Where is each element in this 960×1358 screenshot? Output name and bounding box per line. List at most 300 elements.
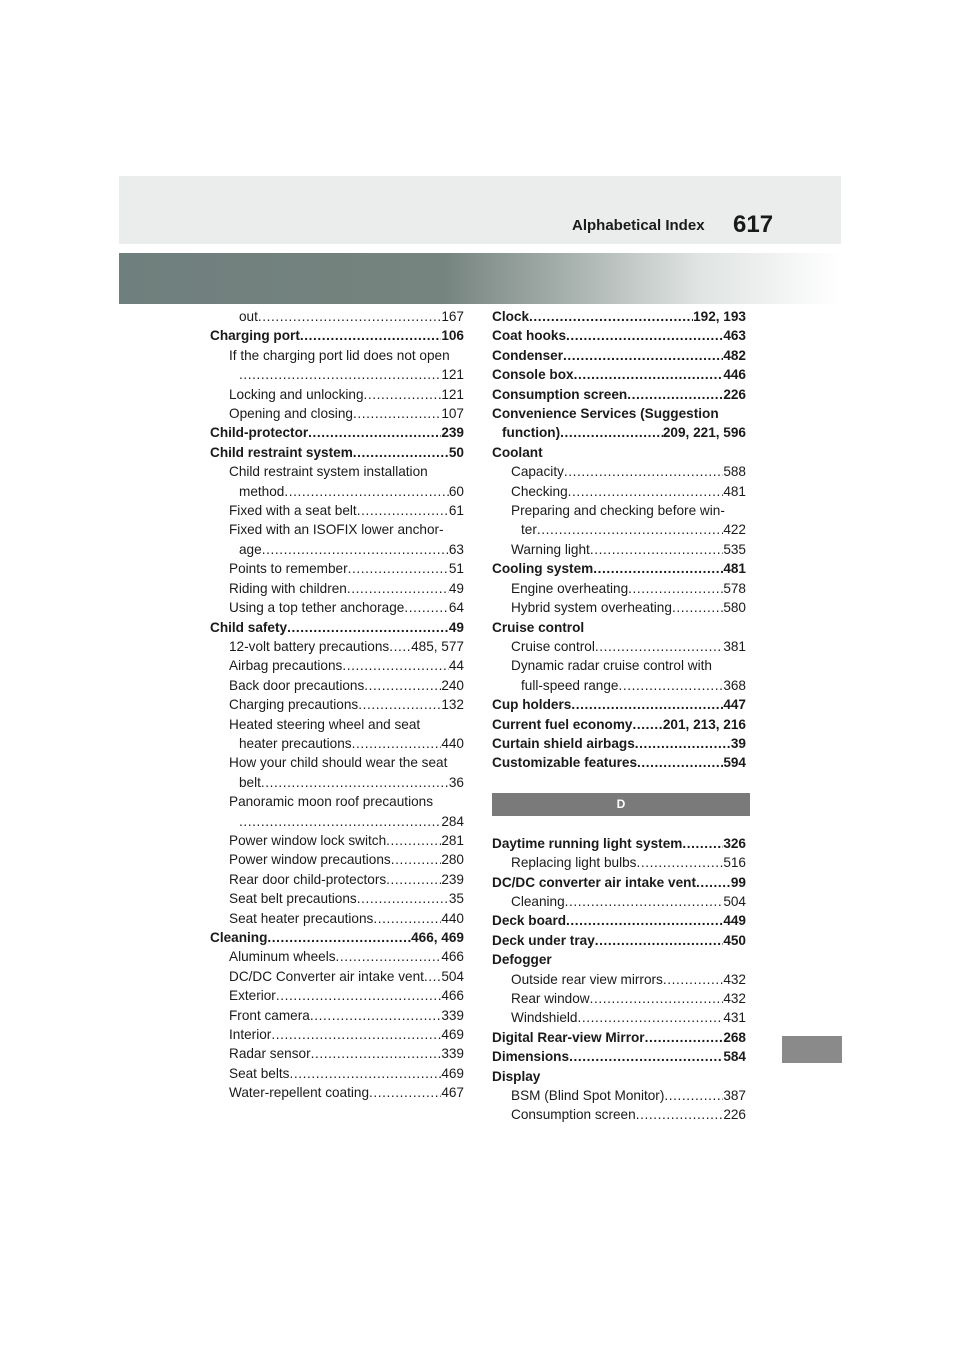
leader-dots: [565, 892, 724, 911]
leader-dots: [308, 423, 441, 442]
entry-line: [229, 385, 464, 404]
entry-text: Defogger: [492, 952, 552, 968]
page-reference: 239: [441, 425, 464, 441]
entry-text: belt: [239, 774, 261, 790]
leader-dots: [347, 579, 449, 598]
entry-text: Cruise control: [511, 638, 595, 654]
page-reference: 44: [448, 658, 464, 674]
entry-line: [229, 637, 464, 656]
page-reference: 121: [441, 367, 464, 383]
leader-dots: [267, 928, 411, 947]
entry-text: Warning light: [511, 541, 590, 557]
index-subentry: [210, 1025, 464, 1044]
leader-dots: [311, 1044, 442, 1063]
index-entry: [492, 346, 746, 365]
leader-dots: [564, 462, 723, 481]
page-reference: 387: [723, 1088, 746, 1104]
page-reference: 39: [730, 735, 746, 751]
page-reference: 594: [723, 755, 746, 771]
entry-text: Interior: [229, 1027, 272, 1043]
entry-text: Console box: [492, 367, 574, 383]
entry-text: full-speed range: [521, 677, 619, 693]
page-reference: 226: [723, 1107, 746, 1123]
entry-line: [229, 307, 464, 326]
entry-text: out: [239, 309, 258, 324]
leader-dots: [637, 753, 723, 772]
chapter-tab: [782, 1036, 842, 1063]
entry-line: [229, 1083, 464, 1102]
page-number: 617: [733, 211, 774, 238]
leader-dots: [619, 676, 724, 695]
entry-line: [511, 579, 746, 598]
index-subentry: [210, 850, 464, 869]
entry-line: [492, 346, 746, 365]
leader-dots: [358, 695, 441, 714]
entry-text: Radar sensor: [229, 1046, 311, 1062]
leader-dots: [563, 346, 723, 365]
page-reference: 584: [723, 1049, 746, 1065]
page-reference: 63: [448, 541, 464, 557]
entry-text: Charging precautions: [229, 697, 359, 713]
page-reference: 466: [441, 949, 464, 965]
entry-text: Charging port: [210, 328, 300, 344]
entry-text: Replacing light bulbs: [511, 855, 637, 871]
entry-line: [210, 928, 464, 947]
index-entry: [492, 365, 746, 384]
entry-text: Cruise control: [492, 619, 585, 635]
entry-text: Deck under tray: [492, 932, 595, 948]
index-subentry: [492, 1105, 746, 1124]
leader-dots: [353, 443, 449, 462]
index-subentry: [210, 967, 464, 986]
entry-line: [511, 1086, 746, 1105]
entry-text: Deck board: [492, 913, 567, 929]
index-column-left: [210, 307, 464, 1103]
leader-dots: [664, 1086, 723, 1105]
entry-text: Cup holders: [492, 697, 572, 713]
entry-text: Cleaning: [511, 893, 565, 909]
page-reference: 450: [723, 932, 746, 948]
entry-line: [492, 931, 746, 950]
entry-line: [229, 695, 464, 714]
index-subentry: [210, 637, 464, 656]
page-reference: 107: [441, 406, 464, 422]
entry-text: Daytime running light system: [492, 835, 683, 851]
index-subentry: [210, 715, 464, 754]
leader-dots: [595, 637, 723, 656]
leader-dots: [364, 676, 441, 695]
leader-dots: [239, 365, 441, 384]
entry-line: [492, 734, 746, 753]
page-reference: 578: [723, 580, 746, 596]
leader-dots: [529, 307, 693, 326]
leader-dots: [284, 482, 449, 501]
leader-dots: [391, 850, 442, 869]
page-reference: 469: [441, 1027, 464, 1043]
entry-text: Cooling system: [492, 561, 594, 577]
page-reference: 280: [441, 852, 464, 868]
index-subentry: [210, 1044, 464, 1063]
entry-line: [511, 853, 746, 872]
index-subentry: [492, 482, 746, 501]
entry-line: [492, 307, 746, 326]
entry-text: If the charging port lid does not open: [229, 347, 450, 363]
index-entry: [492, 911, 746, 930]
leader-dots: [672, 598, 723, 617]
leader-dots: [336, 947, 442, 966]
leader-dots: [663, 970, 723, 989]
index-subentry: [210, 462, 464, 501]
entry-text: Power window lock switch: [229, 832, 387, 848]
entry-line: [492, 715, 746, 734]
index-entry: [210, 326, 464, 345]
entry-text: Power window precautions: [229, 852, 391, 868]
index-entry: [492, 443, 746, 462]
entry-line: [229, 1025, 464, 1044]
entry-line: [229, 1064, 464, 1083]
entry-text: Seat heater precautions: [229, 910, 374, 926]
leader-dots: [566, 326, 723, 345]
leader-dots: [595, 931, 724, 950]
index-entry: [492, 559, 746, 578]
entry-line: [229, 967, 464, 986]
leader-dots: [276, 986, 441, 1005]
entry-line: [511, 970, 746, 989]
leader-dots: [574, 365, 724, 384]
index-subentry: [210, 1006, 464, 1025]
index-subentry: [492, 501, 746, 540]
entry-text: Coolant: [492, 444, 543, 460]
entry-text: Engine overheating: [511, 580, 629, 596]
index-subentry: [210, 792, 464, 831]
entry-line: [229, 540, 464, 559]
leader-dots: [537, 520, 723, 539]
entry-line: [229, 850, 464, 869]
page-reference: 432: [723, 971, 746, 987]
entry-text: Panoramic moon roof precautions: [229, 794, 434, 810]
leader-dots: [590, 989, 724, 1008]
index-entry: [492, 1028, 746, 1047]
entry-line: [229, 482, 464, 501]
page-reference: 339: [441, 1007, 464, 1023]
entry-text: Dynamic radar cruise control with: [511, 658, 712, 674]
page-reference: 326: [723, 835, 746, 851]
entry-text: Seat belt precautions: [229, 891, 357, 907]
entry-text: Exterior: [229, 988, 276, 1004]
entry-line: [511, 892, 746, 911]
page-reference: 106: [441, 328, 464, 344]
leader-dots: [310, 1006, 441, 1025]
page-reference: 60: [448, 483, 464, 499]
page-reference: 466: [441, 988, 464, 1004]
entry-text: Checking: [511, 483, 568, 499]
index-entry: [492, 385, 746, 404]
index-entry: [492, 873, 746, 892]
page-reference: 281: [441, 832, 464, 848]
leader-dots: [636, 853, 723, 872]
page-reference: 467: [441, 1085, 464, 1101]
leader-dots: [682, 834, 723, 853]
entry-line: [229, 1044, 464, 1063]
index-subentry: [210, 753, 464, 792]
index-subentry: [210, 676, 464, 695]
entry-line: [229, 598, 464, 617]
index-subentry: [492, 598, 746, 617]
entry-text: Display: [492, 1068, 541, 1084]
index-subentry: [492, 540, 746, 559]
entry-line: [492, 365, 746, 384]
index-entry: [492, 753, 746, 772]
entry-line: [492, 559, 746, 578]
page-reference: 284: [441, 813, 464, 829]
entry-line: [229, 501, 464, 520]
leader-dots: [348, 559, 449, 578]
entry-line: [492, 911, 746, 930]
page-reference: 35: [448, 891, 464, 907]
index-subentry: [210, 1064, 464, 1083]
entry-text: Points to remember: [229, 561, 348, 577]
leader-dots: [373, 909, 441, 928]
index-subentry: [210, 831, 464, 850]
entry-text: Child restraint system: [210, 444, 353, 460]
entry-text: Cleaning: [210, 930, 268, 945]
index-subentry: [492, 989, 746, 1008]
page-reference: 485, 577: [411, 638, 464, 654]
entry-line: [492, 834, 746, 853]
entry-line: [511, 637, 746, 656]
leader-dots: [369, 1083, 441, 1102]
index-subentry: [492, 970, 746, 989]
entry-text: Current fuel economy: [492, 716, 633, 732]
index-subentry: [210, 501, 464, 520]
leader-dots: [635, 734, 731, 753]
entry-line: [511, 1105, 746, 1124]
index-subentry: [492, 1008, 746, 1027]
leader-dots: [258, 307, 441, 326]
entry-text: DC/DC Converter air intake vent: [229, 968, 424, 984]
index-subentry: [210, 947, 464, 966]
index-subentry: [492, 1086, 746, 1105]
entry-text: Condenser: [492, 347, 564, 363]
page-reference: 50: [448, 444, 464, 460]
entry-line: [229, 676, 464, 695]
entry-text: Digital Rear-view Mirror: [492, 1029, 645, 1045]
page-reference: 580: [723, 600, 746, 616]
page-reference: 504: [723, 893, 746, 909]
entry-text: Dimensions: [492, 1049, 570, 1065]
entry-text: Convenience Services (Suggestion: [492, 406, 719, 422]
entry-line: [210, 423, 464, 442]
page-reference: 192, 193: [693, 309, 746, 324]
entry-line: [492, 753, 746, 772]
leader-dots: [287, 618, 449, 637]
leader-dots: [578, 1008, 724, 1027]
index-subentry: [210, 909, 464, 928]
page-reference: 482: [723, 347, 746, 363]
entry-text: heater precautions: [239, 735, 352, 751]
leader-dots: [261, 773, 449, 792]
entry-text: Locking and unlocking: [229, 386, 364, 402]
leader-dots: [271, 1025, 441, 1044]
entry-line: [229, 1006, 464, 1025]
entry-text: BSM (Blind Spot Monitor): [511, 1088, 665, 1104]
index-subentry: [210, 385, 464, 404]
index-entry: [210, 928, 464, 947]
leader-dots: [633, 715, 663, 734]
page-reference: 446: [723, 367, 746, 383]
page-reference: 431: [723, 1010, 746, 1026]
entry-line: [229, 734, 464, 753]
page-reference: 504: [441, 968, 464, 984]
entry-line: [492, 385, 746, 404]
page-reference: 99: [730, 874, 746, 890]
page-reference: 381: [723, 638, 746, 654]
entry-line: [229, 831, 464, 850]
page-reference: 167: [441, 309, 464, 324]
entry-text: Fixed with an ISOFIX lower anchor-: [229, 522, 444, 538]
index-subentry: [210, 1083, 464, 1102]
index-subentry: [210, 579, 464, 598]
entry-text: age: [239, 541, 262, 557]
index-entry: [492, 326, 746, 345]
entry-line: [210, 618, 464, 637]
entry-line: [492, 423, 746, 442]
leader-dots: [645, 1028, 724, 1047]
page-reference: 447: [723, 697, 746, 713]
page-reference: 226: [723, 386, 746, 402]
page-reference: 432: [723, 991, 746, 1006]
leader-dots: [239, 812, 441, 831]
index-subentry: [210, 889, 464, 908]
entry-line: [511, 462, 746, 481]
leader-dots: [593, 559, 723, 578]
leader-dots: [560, 423, 663, 442]
entry-line: [511, 540, 746, 559]
entry-text: Consumption screen: [492, 386, 628, 402]
entry-text: method: [239, 483, 285, 499]
entry-text: Customizable features: [492, 755, 638, 771]
entry-text: Using a top tether anchorage: [229, 600, 405, 616]
index-entry: [492, 950, 746, 969]
leader-dots: [289, 1064, 441, 1083]
entry-text: Preparing and checking before win-: [511, 503, 725, 519]
index-entry: [492, 1047, 746, 1066]
entry-text: Consumption screen: [511, 1107, 636, 1123]
page-reference: 368: [723, 677, 746, 693]
entry-line: [511, 598, 746, 617]
entry-text: Front camera: [229, 1007, 310, 1023]
index-subentry: [492, 579, 746, 598]
entry-text: Airbag precautions: [229, 658, 343, 674]
entry-line: [229, 365, 464, 384]
page-reference: 240: [441, 677, 464, 693]
page-reference: 121: [441, 386, 464, 402]
index-entry: [210, 443, 464, 462]
entry-text: DC/DC converter air intake vent: [492, 874, 696, 890]
entry-line: [492, 326, 746, 345]
page-reference: 132: [441, 697, 464, 713]
entry-text: Fixed with a seat belt: [229, 503, 357, 519]
entry-text: How your child should wear the seat: [229, 755, 448, 771]
leader-dots: [636, 1105, 724, 1124]
letter-heading: D: [492, 793, 750, 816]
entry-text: Aluminum wheels: [229, 949, 336, 965]
entry-line: [229, 404, 464, 423]
index-entry: [492, 307, 746, 326]
page-reference: 268: [723, 1029, 746, 1045]
index-subentry: [492, 462, 746, 481]
entry-line: [511, 520, 746, 539]
leader-dots: [262, 540, 449, 559]
leader-dots: [364, 385, 442, 404]
entry-line: [210, 443, 464, 462]
entry-text: function): [502, 425, 561, 441]
leader-dots: [353, 404, 441, 423]
index-subentry: [210, 346, 464, 385]
index-entry: [492, 404, 746, 443]
entry-line: [229, 947, 464, 966]
index-subentry: [210, 598, 464, 617]
index-subentry: [492, 637, 746, 656]
section-title: Alphabetical Index: [572, 217, 705, 234]
leader-dots: [566, 911, 723, 930]
header-gradient-band: [119, 253, 841, 304]
entry-line: [210, 326, 464, 345]
entry-text: Clock: [492, 309, 530, 324]
page-reference: 481: [723, 483, 746, 499]
leader-dots: [424, 967, 441, 986]
index-subentry: [210, 404, 464, 423]
page-reference: 49: [448, 619, 464, 635]
index-entry: [492, 834, 746, 853]
page-reference: 51: [448, 561, 464, 577]
entry-text: Water-repellent coating: [229, 1085, 370, 1101]
page-reference: 516: [723, 855, 746, 871]
index-entry: [492, 695, 746, 714]
leader-dots: [628, 579, 723, 598]
leader-dots: [696, 873, 731, 892]
index-column-right: [492, 307, 746, 1125]
entry-text: Back door precautions: [229, 677, 365, 693]
page-reference: 339: [441, 1046, 464, 1062]
page-reference: 440: [441, 735, 464, 751]
leader-dots: [569, 1047, 723, 1066]
leader-dots: [386, 831, 441, 850]
entry-line: [492, 1028, 746, 1047]
entry-line: [229, 986, 464, 1005]
entry-line: [229, 909, 464, 928]
index-subentry: [492, 853, 746, 872]
entry-text: ter: [521, 522, 537, 538]
page-reference: 36: [448, 774, 464, 790]
page-reference: 440: [441, 910, 464, 926]
entry-text: Hybrid system overheating: [511, 600, 672, 616]
entry-line: [229, 559, 464, 578]
index-subentry: [210, 307, 464, 326]
entry-text: Capacity: [511, 464, 564, 480]
leader-dots: [386, 870, 441, 889]
index-entry: [492, 734, 746, 753]
entry-text: Opening and closing: [229, 406, 353, 422]
entry-text: Child-protector: [210, 425, 309, 441]
entry-line: [492, 1047, 746, 1066]
index-subentry: [210, 656, 464, 675]
index-entry: [210, 618, 464, 637]
page-reference: 422: [723, 522, 746, 538]
entry-text: Rear window: [511, 991, 590, 1006]
entry-line: [229, 773, 464, 792]
entry-line: [229, 579, 464, 598]
